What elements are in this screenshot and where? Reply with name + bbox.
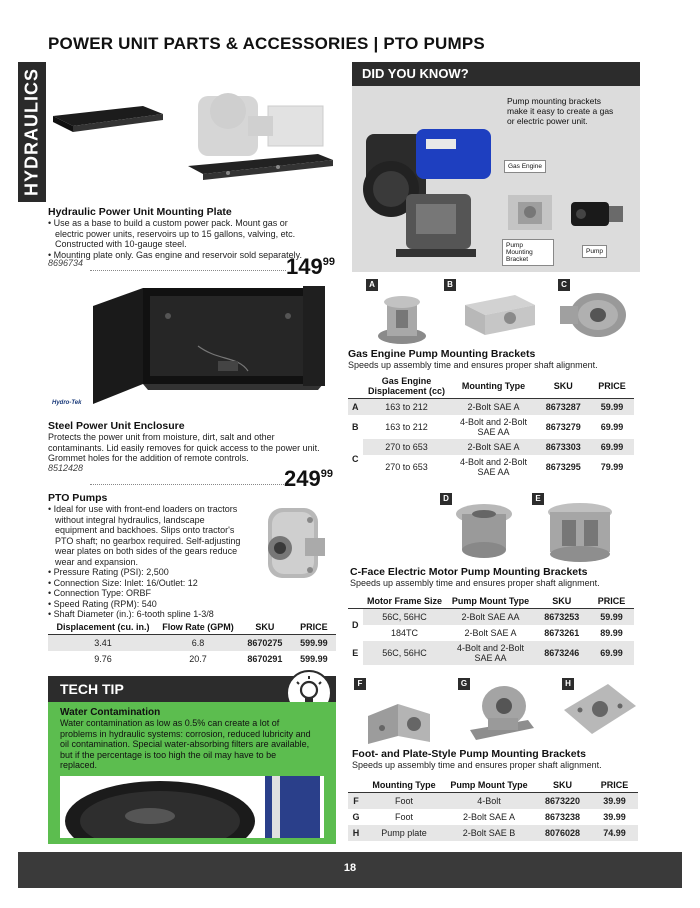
tech-tip-body — [48, 702, 336, 844]
enclosure-image — [48, 286, 338, 416]
gas-brackets-table — [348, 374, 634, 479]
col-header: PRICE — [598, 381, 626, 391]
bullet-item: • Shaft Diameter (in.): 6-tooth spline 1-3/8 — [48, 609, 214, 619]
mounting-plate-image — [48, 66, 338, 206]
col-header: SKU — [552, 780, 572, 790]
table-row: 3.41 6.8 8670275 599.99 — [48, 635, 336, 651]
foot-brackets-table — [348, 778, 638, 841]
col-header: SKU — [255, 622, 275, 632]
table-row: A 163 to 212 2-Bolt SAE A 8673287 59.99 — [348, 399, 634, 415]
tech-tip-text: Water contamination as low as 0.5% can create a lot of problems in hydraulic systems: corrosion, reduced lubricity and oil contamination. Special water-absorbing filters are available, but if the percentage is too high the oil may have to be replaced. — [60, 718, 311, 770]
badge-g: G — [458, 678, 470, 690]
badge-h: H — [562, 678, 574, 690]
bracket-diagram-image — [500, 190, 560, 235]
cface-brackets-table — [348, 594, 634, 665]
tech-tip-title: Water Contamination — [60, 707, 161, 718]
table-row: D 56C, 56HC 2-Bolt SAE AA 8673253 59.99 — [348, 609, 634, 625]
bracket-e-image — [540, 500, 620, 566]
dot-leader — [90, 270, 286, 271]
bracket-d-image — [448, 500, 520, 564]
mounting-plate-sku: 8696734 — [48, 258, 84, 268]
bracket-b-image — [455, 290, 545, 340]
gas-brackets-title: Gas Engine Pump Mounting Brackets — [348, 348, 536, 360]
col-header: PRICE — [600, 780, 629, 790]
pto-title: PTO Pumps — [48, 492, 108, 504]
badge-c: C — [558, 279, 570, 291]
pto-table — [48, 620, 336, 667]
dot-leader — [90, 484, 286, 485]
bracket-c-image — [560, 288, 630, 343]
callout-gas-engine: Gas Engine — [504, 160, 546, 173]
table-row: G Foot 2-Bolt SAE A 8673238 39.99 — [352, 811, 626, 822]
bracket-g-image — [458, 680, 538, 746]
table-row: 270 to 653 4-Bolt and 2-Bolt SAE AA 8673295 79.99 — [385, 456, 624, 477]
mounting-plate-title: Hydraulic Power Unit Mounting Plate — [48, 206, 232, 218]
cface-brackets-subtitle: Speeds up assembly time and ensures proper shaft alignment. — [350, 578, 600, 588]
bullet-item: • Pressure Rating (PSI): 2,500 — [48, 567, 169, 577]
col-header: Flow Rate (GPM) — [162, 622, 234, 632]
bullet-item: • Use as a base to build a custom power pack. Mount gas or electric power units, reservoirs up to 15 gallons, valving, etc. Constructed with 10-gauge steel. — [48, 218, 296, 249]
oil-reservoir-image — [60, 776, 324, 838]
bullet-item: • Mounting plate only. Gas engine and reservoir sold separately. — [48, 249, 302, 260]
col-header: SKU — [552, 596, 572, 606]
mounting-plate-bullets — [48, 218, 318, 260]
bracket-f-image — [358, 686, 438, 748]
badge-d: D — [440, 493, 452, 505]
section-side-tab — [18, 62, 46, 202]
badge-e: E — [532, 493, 544, 505]
bracket-a-image — [372, 290, 432, 346]
table-row: B 163 to 212 4-Bolt and 2-Bolt SAE AA 8673279 69.99 — [352, 416, 624, 437]
bullet-item: • Speed Rating (RPM): 540 — [48, 598, 157, 609]
col-header: Displacement (cu. in.) — [56, 622, 150, 632]
page-footer — [18, 852, 682, 888]
pto-bullets — [48, 504, 248, 620]
gas-engine-image — [356, 114, 496, 264]
enclosure-sku: 8512428 — [48, 463, 84, 473]
badge-b: B — [444, 279, 456, 291]
table-row: 9.76 20.7 8670291 599.99 — [94, 653, 328, 664]
did-you-know-text: Pump mounting brackets make it easy to create a gas or electric power unit. — [507, 96, 614, 126]
badge-f: F — [354, 678, 366, 690]
pto-pump-image — [250, 498, 335, 598]
bracket-h-image — [558, 680, 640, 740]
tech-tip-header: TECH TIP — [48, 676, 336, 702]
gas-brackets-subtitle: Speeds up assembly time and ensures proper shaft alignment. — [348, 360, 598, 370]
table-row: C 270 to 653 2-Bolt SAE A 8673303 69.99 — [348, 439, 634, 455]
col-header: SKU — [553, 381, 573, 391]
bullet-item: • Connection Type: ORBF — [48, 588, 152, 598]
tech-tip-box — [48, 676, 336, 844]
col-header: Motor Frame Size — [366, 596, 442, 606]
foot-brackets-title: Foot- and Plate-Style Pump Mounting Brackets — [352, 748, 586, 760]
callout-pump: Pump — [582, 245, 607, 258]
table-row: H Pump plate 2-Bolt SAE B 8076028 74.99 — [348, 825, 638, 841]
badge-a: A — [366, 279, 378, 291]
table-row: E 56C, 56HC 4-Bolt and 2-Bolt SAE AA 8673246 69.99 — [348, 641, 634, 665]
callout-pump-mounting-bracket: Pump Mounting Bracket — [502, 239, 554, 266]
col-header: Mounting Type — [372, 780, 436, 790]
col-header: PRICE — [597, 596, 626, 606]
table-row: F Foot 4-Bolt 8673220 39.99 — [348, 793, 638, 809]
foot-brackets-subtitle: Speeds up assembly time and ensures proper shaft alignment. — [352, 760, 602, 770]
col-header: Gas Engine Displacement (cc) — [367, 376, 446, 396]
section-side-tab-label: HYDRAULICS — [21, 67, 42, 197]
page-title: POWER UNIT PARTS & ACCESSORIES | PTO PUMPS — [48, 34, 485, 53]
table-row: 184TC 2-Bolt SAE A 8673261 89.99 — [390, 627, 623, 638]
col-header: Pump Mount Type — [451, 596, 530, 606]
bullet-item: • Ideal for use with front-end loaders on tractors without integral hydraulics, landscape equipment and backhoes. Slips onto tractor's PTO shaft; no gearbox required. Self-adjusting wear plates on both sides of the gears reduce wear and expansion. — [48, 504, 241, 567]
col-header: PRICE — [300, 622, 328, 632]
enclosure-title: Steel Power Unit Enclosure — [48, 420, 185, 432]
enclosure-price: $249^{99}$ — [284, 466, 333, 491]
mounting-plate-price: $149^{99}$ — [286, 254, 335, 279]
enclosure-desc: Protects the power unit from moisture, dirt, salt and other contaminants. Lid easily removes for quick access to the power unit. Grommet holes for the addition of remote controls. — [48, 432, 320, 463]
bullet-item: • Connection Size: Inlet: 16/Outlet: 12 — [48, 577, 198, 588]
did-you-know-header: DID YOU KNOW? — [352, 62, 640, 86]
cface-brackets-title: C-Face Electric Motor Pump Mounting Brackets — [350, 566, 588, 578]
col-header: Mounting Type — [461, 381, 526, 391]
pump-diagram-image — [567, 190, 629, 235]
hydro-tek-logo: Hydro-Tek — [52, 400, 82, 406]
did-you-know-box — [352, 62, 640, 272]
page-number: 18 — [343, 862, 357, 874]
col-header: Pump Mount Type — [450, 780, 528, 790]
